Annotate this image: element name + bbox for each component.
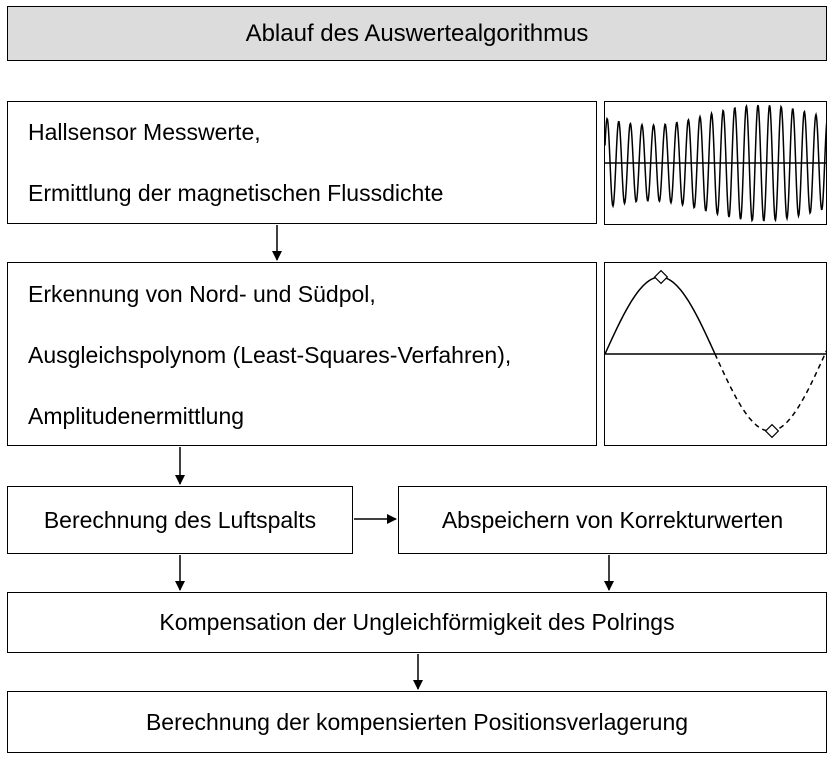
step-position-label: Berechnung der kompensierten Positionsverlagerung <box>145 708 689 735</box>
step-pole-detection-line1: Erkennung von Nord- und Südpol, <box>28 281 376 307</box>
step-pole-detection-line3: Amplitudenermittlung <box>28 403 245 429</box>
step-hall-sensor-line2: Ermittlung der magnetischen Flussdichte <box>28 180 444 206</box>
step-air-gap-label: Berechnung des Luftspalts <box>43 506 317 533</box>
step-pole-detection-line2: Ausgleichspolynom (Least-Squares-Verfahren), <box>28 342 512 368</box>
step-compensation-label: Kompensation der Ungleichförmigkeit des Polrings <box>159 609 675 635</box>
step-hall-sensor-line1: Hallsensor Messwerte, <box>28 119 261 145</box>
diagram-title: Ablauf des Auswertealgorithmus <box>7 6 827 61</box>
step-store-corrections-label: Abspeichern von Korrekturwerten <box>441 506 784 533</box>
